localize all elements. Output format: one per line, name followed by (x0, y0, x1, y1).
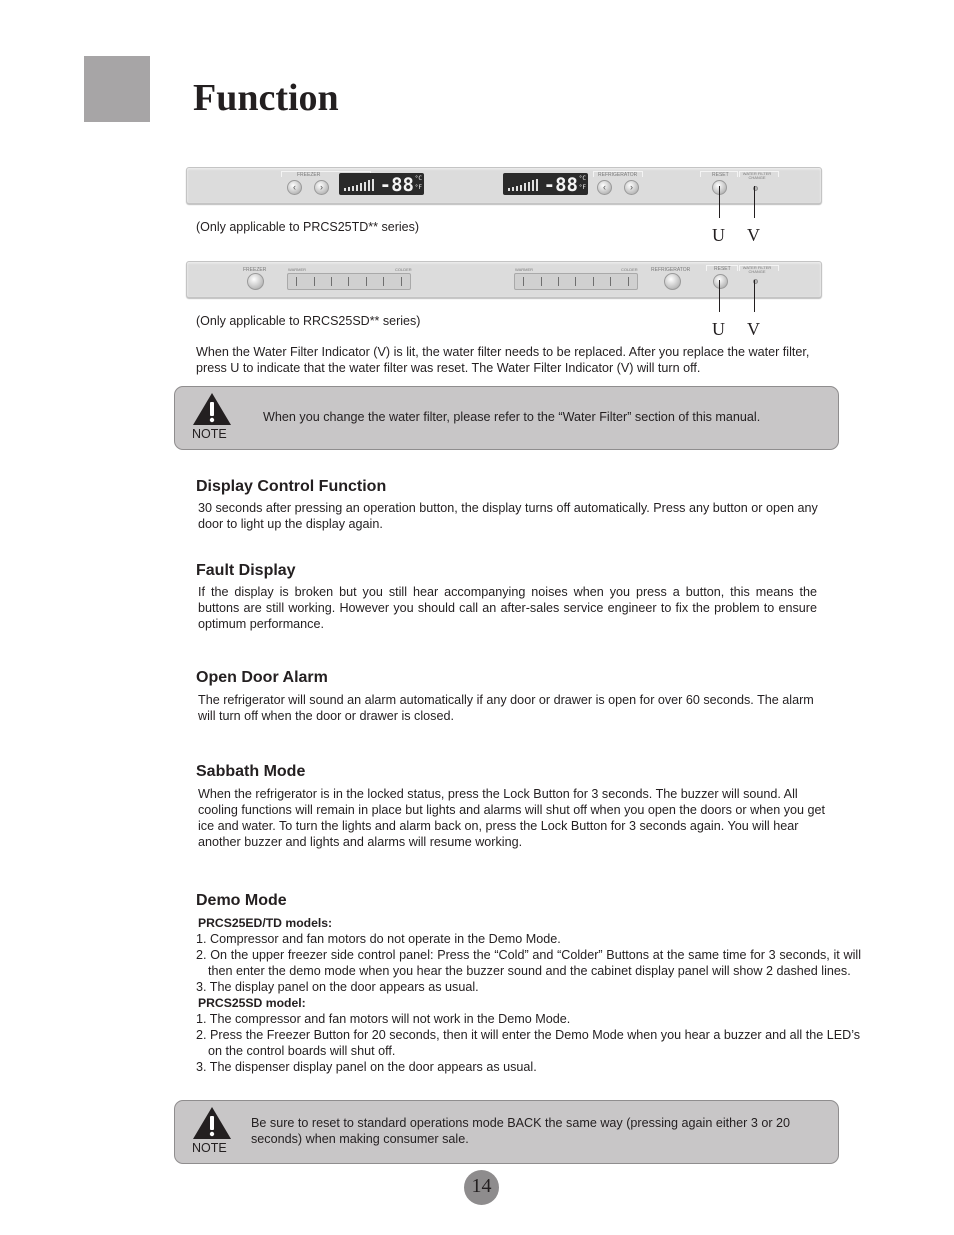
reset-label: RESET (714, 266, 731, 272)
refrigerator-unit-c: °C (578, 175, 586, 182)
section-text-sabbath-mode: When the refrigerator is in the locked status, press the Lock Button for 3 seconds. The buzzer will sound. All cooling functions will remain in place but lights and alarms will shut off when you open the doors or when you get ice and water. To turn the lights and alarm back on, press the Lock Button for 3 seconds again. You will hear another buzzer and lights and alarms will resume working. (198, 787, 826, 849)
warning-icon (191, 1105, 233, 1141)
demo-group-title-sd: PRCS25SD model: (198, 996, 306, 1010)
freezer-right-button[interactable]: › (314, 180, 329, 195)
freezer-label: FREEZER (297, 172, 321, 178)
u-marker: U (712, 319, 725, 339)
panel-caption-sd: (Only applicable to RRCS25SD** series) (196, 314, 421, 328)
v-leader-line (754, 186, 755, 218)
filter-paragraph: When the Water Filter Indicator (V) is lit, the water filter needs to be replaced. After you replace the water filter, press U to indicate that the water filter was reset. The Water Filter Indicator (V) will turn off. (196, 345, 810, 375)
note-text: When you change the water filter, please refer to the “Water Filter” section of this manual. (263, 410, 761, 424)
note-label: NOTE (192, 1141, 227, 1155)
section-heading-fault-display: Fault Display (196, 562, 296, 579)
refrigerator-right-button[interactable]: › (624, 180, 639, 195)
refrigerator-unit-f: °F (578, 184, 586, 191)
freezer-level-bars (344, 179, 374, 191)
demo-group-title-ed-td: PRCS25ED/TD models: (198, 916, 333, 930)
refrigerator-colder-label: COLDER (621, 267, 638, 272)
reset-label: RESET (712, 172, 729, 178)
list-item: 1. Compressor and fan motors do not operate in the Demo Mode. (196, 932, 561, 946)
refrigerator-display (503, 173, 588, 195)
v-marker: V (747, 225, 760, 245)
list-item: 3. The dispenser display panel on the door appears as usual. (196, 1060, 537, 1074)
u-marker: U (712, 225, 725, 245)
control-panel-sd (186, 261, 822, 298)
section-heading-display-control: Display Control Function (196, 478, 387, 495)
freezer-left-button[interactable]: ‹ (287, 180, 302, 195)
section-heading-sabbath-mode: Sabbath Mode (196, 763, 306, 780)
refrigerator-button[interactable] (664, 273, 681, 290)
v-marker: V (747, 319, 760, 339)
reset-button-u[interactable] (713, 274, 728, 289)
control-panel-td (186, 167, 822, 204)
note-label: NOTE (192, 427, 227, 441)
refrigerator-level-indicator (514, 273, 638, 290)
page-title: Function (193, 77, 339, 119)
freezer-unit-c: °C (414, 175, 422, 182)
title-block-decoration (84, 56, 150, 122)
warning-icon (191, 391, 233, 427)
note-box-consumer-sale (174, 1100, 839, 1164)
section-text-open-door-alarm: The refrigerator will sound an alarm automatically if any door or drawer is open for over 60 seconds. The alarm will turn off when the door or drawer is closed. (198, 693, 814, 723)
section-text-fault-display: If the display is broken but you still hear accompanying noises when you press a button, this means the buttons are still working. However you should call an after-sales service engineer to fix the problem to ensure optimum performance. (198, 585, 817, 631)
refrigerator-level-bars (508, 179, 538, 191)
note-box-water-filter (174, 386, 839, 450)
list-item: 1. The compressor and fan motors will not work in the Demo Mode. (196, 1012, 571, 1026)
freezer-level-indicator (287, 273, 411, 290)
demo-mode-list (196, 915, 861, 1075)
list-item: 2. On the upper freezer side control panel: Press the “Cold” and “Colder” Buttons at the same time for 3 seconds, it will then enter the demo mode when you hear the buzzer sound and the cabinet display panel will show 2 dashed lines. (196, 948, 861, 978)
refrigerator-temp-readout: -88 (543, 174, 578, 196)
refrigerator-label: REFRIGERATOR (598, 172, 638, 178)
freezer-display (339, 173, 424, 195)
refrigerator-label: REFRIGERATOR (651, 267, 691, 273)
page-number: 14 (464, 1170, 499, 1205)
freezer-temp-readout: -88 (379, 174, 414, 196)
panel-caption-td: (Only applicable to PRCS25TD** series) (196, 220, 420, 234)
freezer-colder-label: COLDER (395, 267, 412, 272)
freezer-warmer-label: WARMER (288, 267, 307, 272)
water-filter-label: WATER FILTER CHANGE (742, 171, 772, 180)
refrigerator-warmer-label: WARMER (515, 267, 534, 272)
freezer-label: FREEZER (243, 267, 267, 273)
refrigerator-left-button[interactable]: ‹ (597, 180, 612, 195)
section-text-display-control: 30 seconds after pressing an operation button, the display turns off automatically. Press any button or open any door to light up the display again. (198, 501, 818, 531)
list-item: 3. The display panel on the door appears as usual. (196, 980, 479, 994)
freezer-button[interactable] (247, 273, 264, 290)
water-filter-label: WATER FILTER CHANGE (742, 265, 772, 274)
note-text: Be sure to reset to standard operations mode BACK the same way (pressing again either 3 or 20 seconds) when making consumer sale. (251, 1116, 791, 1146)
u-leader-line (719, 280, 720, 312)
list-item: 2. Press the Freezer Button for 20 seconds, then it will enter the Demo Mode when you hear a buzzer and all the LED’s on the control boards will shut off. (196, 1028, 861, 1058)
v-leader-line (754, 280, 755, 312)
section-heading-open-door-alarm: Open Door Alarm (196, 669, 328, 686)
u-leader-line (719, 186, 720, 218)
freezer-unit-f: °F (414, 184, 422, 191)
section-heading-demo-mode: Demo Mode (196, 892, 287, 909)
